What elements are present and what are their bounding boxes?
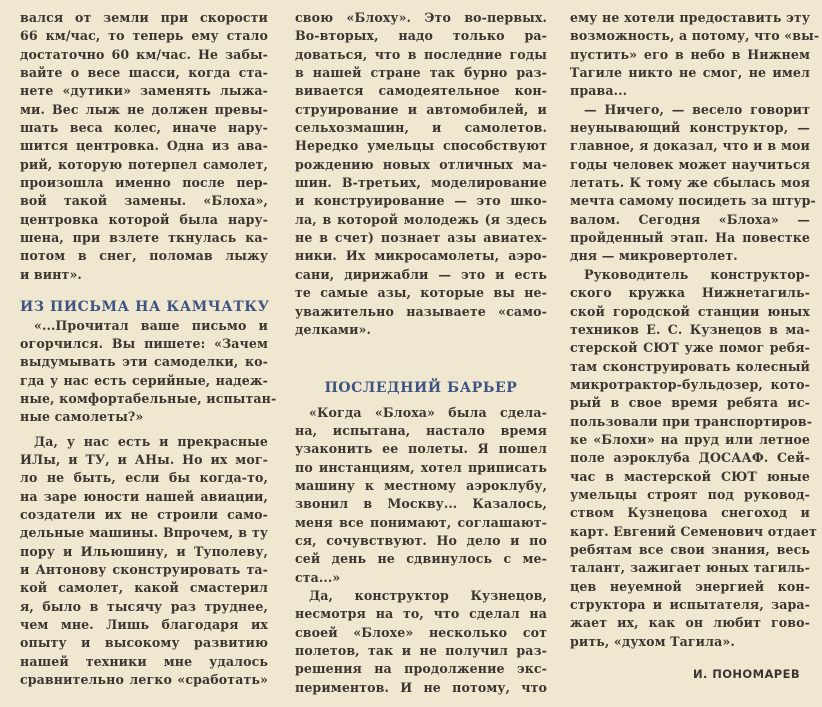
text-line: ные, комфортабельные, испытан- (20, 390, 277, 406)
text-line: права... (570, 83, 628, 99)
text-line: шится центровка. Одна из ава- (20, 138, 268, 154)
text-line: ему не хотели предоставить эту (570, 10, 810, 25)
text-line: пору и Ильюшину, и Туполеву, (20, 543, 268, 559)
text-line: рий, которую потерпел самолет, (20, 156, 268, 172)
text-line: ста...» (295, 569, 341, 585)
text-line: пустить» его в небо в Нижнем (570, 46, 810, 62)
paragraph (20, 317, 277, 427)
text-line: талант, зажигает юных тагиль- (570, 560, 810, 576)
text-line: поле аэроклуба ДОСААФ. Сей- (570, 450, 810, 466)
text-line: возможность, а потому, что «вы- (570, 28, 820, 44)
text-line: уважительно называете «само- (295, 303, 547, 319)
text-line: ской городской станции юных (570, 303, 810, 319)
paragraph (295, 404, 547, 587)
text-line: машину к местному аэроклубу, (295, 477, 547, 493)
text-line: микротрактор-бульдозер, кото- (570, 376, 810, 392)
text-line: гда у нас есть серийные, надеж- (20, 372, 268, 388)
text-line: сей день не сдвинулось с ме- (295, 551, 547, 567)
text-line: ИЛы, и ТУ, и АНы. Но их мог- (20, 451, 268, 467)
text-line: карт. Евгений Семенович отдает (570, 523, 817, 539)
section-heading: ИЗ ПИСЬМА НА КАМЧАТКУ (20, 299, 270, 316)
text-line: те самые азы, которые вы не- (295, 285, 547, 301)
author-signature: И. ПОНОМАРЕВ (693, 667, 800, 681)
text-line: и Антонову сконструировать та- (20, 561, 268, 577)
text-line: узаконить ее полеты. Я пошел (295, 441, 547, 457)
text-line: мечта самому посидеть за штур- (570, 193, 816, 209)
text-line: Во-вторых, надо только ра- (295, 28, 547, 44)
text-line: на, испытана, настало время (295, 422, 547, 438)
text-line: ского кружка Нижнетагиль- (570, 285, 810, 301)
text-line: ники. Их микросамолеты, аэро- (295, 248, 547, 264)
text-line: центровка которой была нару- (20, 211, 268, 227)
text-line: час в мастерской СЮТ юные (570, 468, 810, 484)
text-line: вой такой замены. «Блоха», (20, 193, 268, 209)
paragraph (570, 9, 820, 101)
text-line: сани, дирижабли — это и есть (295, 266, 547, 282)
text-line: произошла именно после пер- (20, 175, 268, 191)
text-line: опыту и высокому развитию (20, 635, 268, 651)
paragraph (295, 587, 547, 697)
text-line: валом. Сегодня «Блоха» — (570, 211, 810, 227)
paragraph (20, 9, 268, 284)
text-line: главное, я доказал, что и в мои (570, 138, 810, 154)
text-line: Тагиле никто не смог, не имел (570, 65, 810, 81)
text-line: выдумывать эти самоделки, ко- (20, 354, 268, 370)
text-line: вайте о весе шасси, когда ста- (20, 65, 268, 81)
text-line: структора и испытателя, зара- (570, 597, 810, 612)
text-line: звонил в Москву... Казалось, (295, 496, 547, 512)
text-line: своей «Блохе» несколько сот (295, 624, 547, 640)
text-line: струирование и автомобилей, и (295, 101, 547, 117)
text-line: неунывающий конструктор, — (570, 120, 810, 136)
text-line: ством Кузнецова снегоход и (570, 505, 810, 521)
text-line: ми. Вес лыж не должен превы- (20, 101, 268, 117)
text-line: дельные машины. Впрочем, в ту (20, 525, 268, 541)
text-line: вивается самодеятельное кон- (295, 83, 547, 99)
text-line: вался от земли при скорости (20, 10, 268, 25)
text-line: ребятам все свои знания, весь (570, 541, 810, 557)
text-line: «...Прочитал ваше письмо и (34, 317, 268, 333)
text-line: летать. К тому же сбылась моя (570, 175, 810, 191)
text-line: годы человек может научиться (570, 156, 810, 172)
text-line: я, было в тысячу раз труднее, (20, 598, 268, 614)
text-line: Нередко умельцы способствуют (295, 138, 547, 154)
text-line: там сконструировать колесный (570, 358, 810, 374)
text-line: кой самолет, какой смастерил (20, 580, 268, 596)
text-line: шена, при взлете ткнулась ка- (20, 230, 268, 246)
text-line: пользовали при транспортиров- (570, 413, 813, 429)
text-line: «Когда «Блоха» была сдела- (309, 404, 547, 420)
text-line: жает их, как он любит гово- (570, 615, 810, 631)
text-line: рождению новых отличных ма- (295, 156, 547, 172)
text-line: цев неуемной энергией кон- (570, 578, 810, 594)
text-line: свою «Блоху». Это во-первых. (295, 10, 547, 25)
text-line: и конструирование — это шко- (295, 193, 547, 209)
column-2 (295, 9, 547, 697)
text-line: доваться, что в последние годы (295, 46, 547, 62)
text-line: периментов. И не потому, что (295, 679, 547, 695)
text-line: умельцы строят под руковод- (570, 486, 810, 502)
text-line: сравнительно легко «сработать» (20, 672, 268, 688)
text-line: потом в снег, поломав лыжу (20, 248, 268, 264)
text-line: огорчился. Вы пишете: «Зачем (20, 335, 268, 351)
text-line: 66 км/час, то теперь ему стало (20, 28, 268, 44)
text-line: не в счет) познает азы авиатех- (295, 230, 547, 246)
text-line: дня — микровертолет. (570, 248, 738, 264)
text-line: шин. В-третьих, моделирование (295, 175, 547, 191)
text-line: ся, сочувствуют. Но дело и по (295, 532, 547, 548)
text-line: ке «Блохи» на пруд или летное (570, 431, 810, 447)
text-line: пройденный этап. На повестке (570, 230, 810, 246)
text-line: Да, конструктор Кузнецов, (309, 587, 547, 603)
text-line: стерской СЮТ уже помог ребя- (570, 340, 810, 356)
text-line: чем мне. Лишь благодаря их (20, 617, 268, 632)
text-line: делками». (295, 321, 371, 337)
text-line: шать веса колес, иначе нару- (20, 120, 268, 136)
text-line: решения на продолжение экс- (295, 661, 547, 677)
text-line: — Ничего, — весело говорит (584, 101, 810, 117)
text-line: нете «дутики» заменять лыжа- (20, 83, 268, 99)
text-line: ло не быть, если бы когда-то, (20, 470, 268, 486)
text-line: в нашей стране так бурно раз- (295, 65, 547, 81)
text-line: создатели их не строили само- (20, 506, 268, 522)
paragraph (570, 101, 816, 266)
text-line: и винт». (20, 266, 82, 282)
paragraph (570, 266, 817, 651)
text-line: ла, в которой молодежь (я здесь (295, 211, 547, 227)
text-line: полетов, так и не получил раз- (295, 643, 547, 658)
text-line: несмотря на то, что сделал на (295, 606, 547, 622)
text-line: рить, «духом Тагила». (570, 633, 735, 649)
section-heading: ПОСЛЕДНИЙ БАРЬЕР (324, 380, 518, 397)
text-line: меня все понимают, соглашают- (295, 514, 547, 530)
column-1 (20, 9, 277, 689)
text-line: достаточно 60 км/час. Не забы- (20, 46, 268, 62)
text-line: сельхозмашин, и самолетов. (295, 120, 547, 136)
text-line: техников Е. С. Кузнецов в ма- (570, 321, 810, 337)
text-line: на заре юности нашей авиации, (20, 488, 268, 504)
text-line: рый в свое время ребята ис- (570, 395, 810, 411)
text-line: ные самолеты?» (20, 409, 144, 425)
text-line: Руководитель конструктор- (584, 266, 810, 282)
paragraph (20, 433, 268, 690)
text-line: Да, у нас есть и прекрасные (34, 433, 268, 449)
paragraph (295, 9, 547, 339)
column-3 (570, 9, 820, 651)
text-line: нашей техники мне удалось (20, 653, 268, 669)
text-line: по инстанциям, хотел приписать (295, 459, 547, 475)
